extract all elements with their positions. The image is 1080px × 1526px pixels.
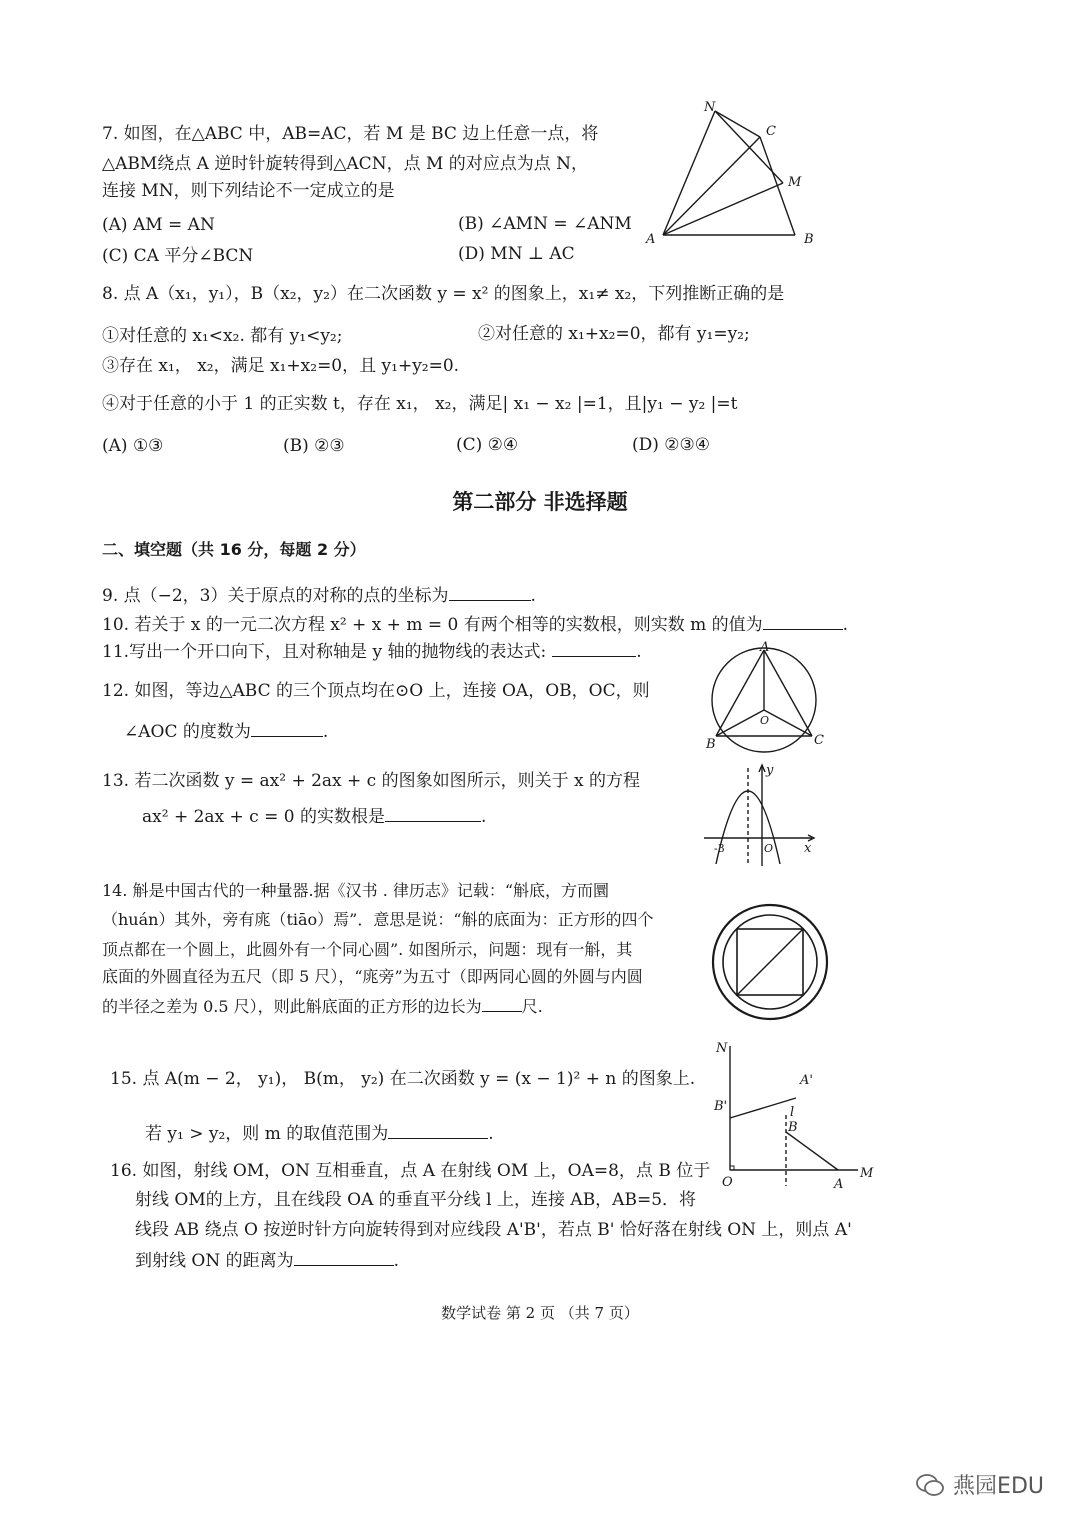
q11-answer-blank[interactable] bbox=[552, 640, 636, 657]
q8-option-b: (B) ②③ bbox=[283, 436, 345, 456]
q16-line2: 射线 OM的上方，且在线段 OA 的垂直平分线 l 上，连接 AB，AB=5．将 bbox=[135, 1190, 697, 1210]
q16-label-b: B bbox=[788, 1120, 798, 1135]
page-footer: 数学试卷 第 2 页 （共 7 页） bbox=[441, 1304, 639, 1322]
q14-answer-blank[interactable] bbox=[482, 995, 522, 1012]
q9-stem: 9. 点（−2，3）关于原点的对称的点的坐标为 bbox=[102, 586, 449, 606]
q12-label-c: C bbox=[814, 733, 824, 748]
q16-line4: 到射线 ON 的距离为 bbox=[135, 1251, 294, 1271]
q14-line5-wrap bbox=[102, 995, 543, 1018]
q16-label-a-prime: A' bbox=[800, 1073, 813, 1088]
q8-option-c: (C) ②④ bbox=[456, 435, 519, 455]
q13-label-o: O bbox=[764, 842, 774, 855]
q7-label-b: B bbox=[804, 232, 814, 247]
q16-end: . bbox=[393, 1251, 400, 1271]
part2-title: 第二部分 非选择题 bbox=[452, 490, 628, 514]
q7-line1: 7. 如图，在△ABC 中，AB=AC，若 M 是 BC 边上任意一点，将 bbox=[102, 124, 599, 144]
q10-stem: 10. 若关于 x 的一元二次方程 x² + x + m = 0 有两个相等的实数根，则实数 m 的值为 bbox=[102, 615, 763, 635]
q7-label-c: C bbox=[766, 124, 776, 139]
q11-end: . bbox=[636, 642, 642, 662]
q14-line3: 顶点都在一个圆上，此圆外有一个同心圆”. 如图所示，问题：现有一斛，其 bbox=[102, 940, 633, 959]
q12-label-o: O bbox=[760, 714, 770, 727]
q15-answer-blank[interactable] bbox=[388, 1122, 488, 1139]
q13-answer-blank[interactable] bbox=[385, 805, 481, 822]
watermark-text: 燕园EDU bbox=[953, 1474, 1044, 1499]
q15-line2: 若 y₁ > y₂，则 m 的取值范围为 bbox=[145, 1124, 389, 1144]
q9-end: . bbox=[530, 586, 536, 606]
q16-line1: 16. 如图，射线 OM，ON 互相垂直，点 A 在射线 OM 上，OA=8，点 B 位于 bbox=[110, 1161, 711, 1181]
q12-circle-figure bbox=[700, 640, 840, 760]
q14-line1: 14. 斛是中国古代的一种量器.据《汉书 . 律历志》记载：“斛底，方而圜 bbox=[102, 881, 610, 900]
q7-label-a: A bbox=[646, 232, 656, 247]
q7-option-c: (C) CA 平分∠BCN bbox=[102, 246, 254, 266]
q14-line2: （huán）其外，旁有庣（tiāo）焉”．意思是说：“斛的底面为：正方形的四个 bbox=[102, 910, 654, 929]
q12-label-a: A bbox=[760, 640, 770, 655]
q13-label-neg3: -3 bbox=[714, 842, 725, 855]
q8-statement-1: ①对任意的 x₁<x₂. 都有 y₁<y₂; bbox=[102, 326, 343, 346]
q16-label-b-prime: B' bbox=[714, 1099, 728, 1114]
q7-label-m: M bbox=[788, 175, 802, 190]
q11-text bbox=[102, 640, 642, 663]
q13-label-y: y bbox=[766, 763, 774, 778]
q14-end: 尺. bbox=[521, 997, 543, 1016]
q7-line3: 连接 MN，则下列结论不一定成立的是 bbox=[102, 181, 395, 201]
q12-line2-wrap bbox=[124, 720, 328, 743]
q11-stem: 11.写出一个开口向下，且对称轴是 y 轴的抛物线的表达式: bbox=[102, 642, 547, 662]
q7-option-b: (B) ∠AMN = ∠ANM bbox=[458, 214, 632, 234]
q8-statement-3: ③存在 x₁， x₂，满足 x₁+x₂=0，且 y₁+y₂=0. bbox=[102, 356, 460, 376]
q8-stem: 8. 点 A（x₁，y₁），B（x₂，y₂）在二次函数 y = x² 的图象上，x₁≠ x₂，下列推断正确的是 bbox=[102, 284, 785, 304]
watermark bbox=[915, 1469, 1044, 1500]
q12-answer-blank[interactable] bbox=[251, 720, 323, 737]
q14-line5: 的半径之差为 0.5 尺），则此斛底面的正方形的边长为 bbox=[102, 997, 482, 1016]
wechat-icon bbox=[915, 1472, 945, 1498]
q16-line4-wrap bbox=[135, 1249, 399, 1272]
q14-line4: 底面的外圆直径为五尺（即 5 尺），“庣旁”为五寸（即两同心圆的外圆与内圆 bbox=[102, 967, 643, 986]
q13-line2: ax² + 2ax + c = 0 的实数根是 bbox=[142, 807, 385, 827]
q12-label-b: B bbox=[706, 737, 716, 752]
q16-label-m: M bbox=[860, 1166, 874, 1181]
q10-end: . bbox=[842, 615, 849, 635]
q13-line2-wrap bbox=[142, 805, 486, 828]
q10-answer-blank[interactable] bbox=[763, 613, 843, 630]
q7-label-n: N bbox=[704, 100, 716, 115]
q16-rays-figure bbox=[710, 1040, 880, 1190]
q14-hu-figure bbox=[706, 900, 836, 1025]
q7-option-d: (D) MN ⊥ AC bbox=[458, 244, 575, 264]
q9-answer-blank[interactable] bbox=[449, 584, 531, 601]
q7-line2: △ABM绕点 A 逆时针旋转得到△ACN，点 M 的对应点为点 N， bbox=[102, 154, 589, 174]
q16-label-a: A bbox=[834, 1177, 844, 1192]
q15-end: . bbox=[488, 1124, 494, 1144]
q10-text bbox=[102, 613, 848, 636]
q15-line2-wrap bbox=[145, 1122, 494, 1145]
q12-line1: 12. 如图，等边△ABC 的三个顶点均在⊙O 上，连接 OA，OB，OC，则 bbox=[102, 681, 650, 701]
q8-option-a: (A) ①③ bbox=[102, 436, 164, 456]
q12-line2: ∠AOC 的度数为 bbox=[124, 722, 251, 742]
q16-label-o: O bbox=[722, 1175, 733, 1190]
q13-parabola-figure bbox=[700, 760, 830, 870]
q13-line1: 13. 若二次函数 y = ax² + 2ax + c 的图象如图所示，则关于 x 的方程 bbox=[102, 771, 640, 791]
q8-statement-4: ④对于任意的小于 1 的正实数 t，存在 x₁， x₂，满足| x₁ − x₂ |=1，且|y₁ − y₂ |=t bbox=[102, 394, 738, 414]
q7-option-a: (A) AM = AN bbox=[102, 215, 215, 235]
section2-title: 二、填空题（共 16 分，每题 2 分） bbox=[102, 540, 366, 559]
q12-end: . bbox=[322, 722, 329, 742]
q15-line1: 15. 点 A(m − 2， y₁)， B(m， y₂) 在二次函数 y = (x − 1)² + n 的图象上. bbox=[110, 1069, 696, 1089]
q16-answer-blank[interactable] bbox=[294, 1249, 394, 1266]
q16-label-l: l bbox=[790, 1105, 795, 1120]
q7-triangle-figure bbox=[640, 95, 830, 255]
q9-text bbox=[102, 584, 536, 607]
q8-statement-2: ②对任意的 x₁+x₂=0，都有 y₁=y₂; bbox=[478, 324, 750, 344]
q16-line3: 线段 AB 绕点 O 按逆时针方向旋转得到对应线段 A'B'，若点 B' 恰好落在射线 ON 上，则点 A' bbox=[135, 1220, 852, 1240]
q16-label-n: N bbox=[716, 1041, 728, 1056]
q8-option-d: (D) ②③④ bbox=[632, 435, 711, 455]
q13-end: . bbox=[480, 807, 487, 827]
q13-label-x: x bbox=[804, 841, 812, 856]
